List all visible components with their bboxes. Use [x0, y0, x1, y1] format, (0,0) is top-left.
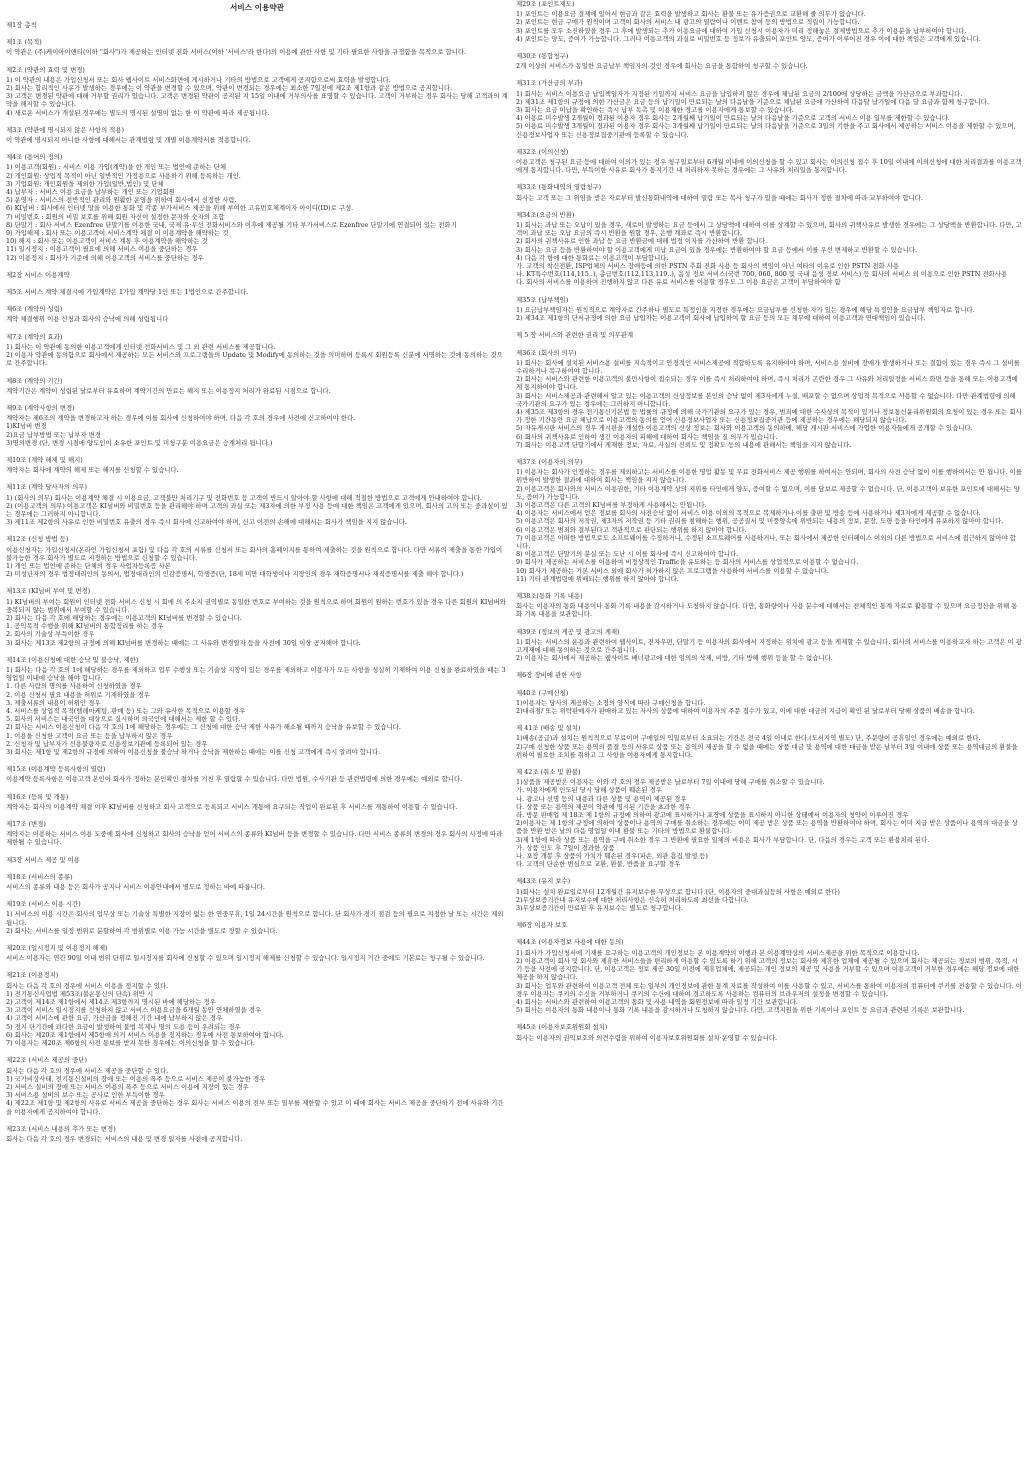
article-paragraph: 2)이용자는 제 1항의 규정에 의하여 상품이나 용역의 구매를 취소하는 경우에는 이미 제공 받은 상품 또는 용역을 반환하여야 하며, 회사는 이미 지급 받은 상품이나 용역의 대금을 상품을 반환 받은 날의 다음 영업일 이내 환불 또는 기타의 방법으로 환불합니다.: [516, 819, 1018, 836]
article-section: [6, 656, 508, 756]
article-section: [516, 921, 1022, 929]
article-heading: 제 5 장 서비스와 관련한 권리 및 의무관계: [516, 331, 634, 340]
article-paragraph: 2)대리점/ 또는 위탁판매자가 판매하고 있는 자사의 상품에 대하여 이용자의 주문 접수가 있고, 이에 대한 대금의 지급이 확인 된 날로부터 당해 상품의 배송을 합니다.: [516, 707, 975, 716]
article-paragraph: 나. 광고나 선명 등의 내용과 다른 상품 및 용역이 제공된 경우: [516, 794, 687, 803]
article-paragraph: 2) 이용고객은 회사와의 서비스 이용권한, 기타 이용계약 상의 지위를 타인에게 양도, 증여할 수 없으며, 이를 담보로 제공할 수 없습니다. 단, 이용고객이 보유한 포인트에 대해서는 양도, 증여가 가능합니다.: [516, 484, 1020, 501]
article-paragraph: 1) (회사의 의무) 회사는 이용계약 체결 시 이용요금, 고객불만 처리기구 및 전화번호 등 고객이 반드시 알아야 할 사항에 대해 적절한 방법으로 고객에게 안내하여야 합니다.: [6, 493, 482, 502]
article-paragraph: 이용신청자는 가입신청서(온라인 가입신청서 포함) 및 다음 각 호의 서류를 신청서 또는 회사의 홈페이지를 통하여 제출하는 것을 원칙으로 합니다. 다만 서류의 제출을 통한 가입이 불가능한 경우 회사가 별도로 지정하는 방법으로 신청할 수 있습니다.: [6, 545, 503, 562]
article-section: [6, 900, 508, 935]
article-section: [516, 671, 1022, 679]
article-section: [516, 938, 1022, 1014]
article-heading: 제15조 (이용계약 등록사항의 열람): [6, 765, 106, 774]
article-paragraph: 11) 기타 관계법령에 위배되는 행위를 하지 않아야 합니다.: [516, 574, 679, 583]
article-heading: 제33조 (통화내역의 열람청구): [516, 183, 602, 192]
article-paragraph: 4. 서비스를 상업적 목적(텔레마케팅, 판매 등) 또는 그와 유사한 목적으로 이용할 경우: [6, 707, 246, 715]
article-section: [516, 211, 1022, 287]
article-section: [516, 52, 1022, 70]
article-section: [6, 793, 508, 811]
article-heading: 제 41조 (배송 및 설치): [516, 724, 581, 733]
article-section: [6, 38, 508, 56]
article-heading: 제8조 (계약의 기간): [6, 376, 63, 385]
article-heading: 제16조 (등록 및 개통): [6, 792, 69, 801]
article-section: [516, 689, 1022, 716]
article-heading: 제5조 서비스 계약 체결시에 가입계약은 1가입 계약당 1인 또는 1법인으로 간주합니다.: [6, 288, 249, 297]
article-section: [6, 377, 508, 395]
article-heading: 제3장 서비스 제공 및 이용: [6, 855, 80, 864]
article-heading: 제14조 (이용신청에 대한 승낙 및 불승낙, 제한): [6, 655, 139, 664]
article-heading: 제32조 (이의신청): [516, 147, 569, 156]
article-paragraph: 회사는 이용자의 권익보호와 의견수렴을 위하여 이용자보호위원회를 설치·운영할 수 있습니다.: [516, 1033, 778, 1042]
article-paragraph: 1) 전기통신사업법 제53조(불온통신의 단속) 위반 시: [6, 989, 154, 998]
article-heading: 제22조 (서비스 제공의 중단): [6, 1056, 87, 1065]
article-heading: 제1조 (목적): [6, 38, 42, 47]
article-paragraph: 1) 요금납부책임자는 원칙적으로 계약자로 간주하나 별도로 특정인을 지정한 경우에는 요금납부를 신청한 자가 있는 경우에 해당 특정인을 요금납부 책임자로 합니다.: [516, 305, 975, 314]
article-paragraph: 3. 제출서류의 내용이 허위인 경우: [6, 698, 101, 707]
article-paragraph: 3)명의변경 (단, 변경 시점에 양도인이 소유한 포인트 및 미청구분 이용요금은 승계처리 됩니다.): [6, 438, 273, 447]
article-paragraph: 이용고객은 청구된 요금 등에 대하여 이의가 있는 경우 청구일로부터 6개월 이내에 이의신청을 할 수 있고 회사는 이의신청 접수 후 10일 이내에 이의신청에 대한 처리결과를 이용고객에게 통지합니다. 다만, 부득이한 사유로 회사가 통지기간 내 처리하지 못하는 경우에는 그 사유와 처리일을 통지합니다.: [516, 158, 1022, 175]
article-section: [516, 331, 1022, 339]
article-paragraph: 다. 상품 또는 용역의 제공이 약관에 명시된 기간을 초과한 경우: [516, 802, 691, 811]
article-paragraph: 6) 회사의 귀책사유로 인하여 생긴 이용자의 피해에 대하여 회사는 책임을 질 의무가 있습니다.: [516, 432, 778, 441]
article-heading: 제6장 이용자 보호: [516, 921, 568, 930]
article-heading: 제10조 (계약 해제 및 해지): [6, 455, 83, 464]
article-heading: 제2조 (약관의 효력 및 변경): [6, 65, 85, 74]
article-paragraph: 다. 회사의 서비스를 이용하여 진행하지 않고 다른 유료 서비스를 이용할 경우도 그 이용 요금은 고객이 부담하여야 함: [516, 278, 841, 287]
article-paragraph: 2) 이용자 약관에 동의함으로 회사에서 제공하는 모든 서비스와 프로그램들의 Update 및 Modify에 동의하는 것을 의미하며 등록시 회원등록 신분에 서명하는 것에 동의하는 것으로 간주합니다.: [6, 351, 503, 368]
article-paragraph: 계약기간은 계약이 성립된 날로부터 유효하며 계약기간의 만료는 해지 또는 이용정지 처리가 완료된 시점으로 합니다.: [6, 386, 331, 395]
article-paragraph: 1) 서비스의 이용 시간은 회사의 업무상 또는 기술상 특별한 지장이 없는 한 연중무휴, 1일 24시간을 원칙으로 합니다. 단 회사가 정기 점검 등의 필요로 지정한 날 또는 시간은 제외됩니다.: [6, 910, 504, 927]
article-paragraph: 2) 미성년자의 경우 법정대리인의 동의서, 법정대리인의 인감증명서, 학생증(단, 18세 미만 대학생이나 지장인의 경우 재학증명서나 재직증명서를 제출 해야 합니다.): [6, 570, 464, 579]
article-paragraph: 2) 제31조 제1항의 규정에 의한 가산금은 요금 등의 납기일이 만료되는 날의 다음날을 기준으로 체납된 요금에 가산하여 다음달 납기일에 다음 달 요금과 함께 청구합니다.: [516, 97, 989, 106]
article-paragraph: 1)KI넘버 변경: [6, 422, 47, 431]
article-paragraph: 가. 상품 인도 후 7일이 경과한 상품: [516, 843, 615, 852]
article-paragraph: 10) 해지 : 회사 또는 이용고객이 서비스 계통 후 이용계약을 해약하는 것: [6, 237, 208, 246]
article-heading: 제38조(통화 기록 내용): [516, 591, 583, 600]
article-paragraph: 5) 운영자 : 서비스의 전반적인 관리와 원활한 운영을 위하여 회사에서 선정한 사람.: [6, 196, 237, 205]
article-section: [6, 944, 508, 962]
article-heading: 제35조 (납부책임): [516, 295, 569, 304]
article-paragraph: 3) 제11조 제2항의 사유로 인한 비밀번호 유출의 경우 즉시 회사에 신고하여야 하며, 신고 이전의 손해에 대해서는 회사가 책임을 지지 않습니다.: [6, 518, 407, 527]
article-heading: 제6장 장비에 관한 사항: [516, 671, 582, 680]
article-paragraph: 2) 회사는 합리적인 사유가 발생하는 경우에는 이 약관을 변경할 수 있으며, 약관이 변경되는 경우에는 최소한 7일전에 제2조 제1항과 같은 방법으로 공지합니다.: [6, 84, 453, 93]
article-paragraph: 3)제 1항에 따라 상품 또는 용역을 구매 취소한 경우 그 반환에 필요한 일체의 비용은 회사가 부담합니다. 단, 다음의 경우는 고객 또는 환불처리 된다.: [516, 835, 930, 844]
article-section: [6, 971, 508, 1047]
article-paragraph: 3) 회사는 제1항 및 제2항의 규정에 의하여 이용신청을 불승낙 하거나 승낙을 제한하는 때에는 이를 신청 고객에게 즉시 알려야 합니다.: [6, 748, 381, 757]
article-heading: 제37조 (이용자의 의무): [516, 457, 583, 466]
article-paragraph: 회사는 이용자의 통화 내용이나 통화 기록 내용을 감시하거나 도청하지 않습니다. 다만, 통화량이나 사용 분수에 대해서는 전체적인 통계 자료로 활용할 수 있으며 요금정산을 위해 통화 기록 내용을 보관합니다.: [516, 602, 1018, 619]
article-paragraph: 3) 회사는 제13조 제2항의 규정에 의해 KI넘버를 변경하는 때에는 그 사유와 변경일자 등을 사전에 30일 이상 공지해야 합니다.: [6, 638, 361, 647]
article-paragraph: 1) 회사는 다음 각 호의 1에 해당하는 경우를 제외하고 업무 수행상 또는 기술상 지장이 있는 경우를 제외하고 이용자가 모든 사항을 성실히 기재하여 이용 신청을 완료하였을 때는 3영업일 이내에 승낙을 해야 합니다.: [6, 665, 506, 683]
article-heading: 제31조 (가산금의 부과): [516, 79, 583, 88]
article-paragraph: 4) 이용자는 서비스에서 얻은 정보를 회사의 사전승낙 없이 서비스 이용 이외의 목적으로 복제하거나 이를 출판 및 방송 등에 사용하거나 제3자에게 제공할 수 없습니다.: [516, 509, 981, 518]
article-paragraph: 8) 이용고객은 단말기의 분실 또는 도난 시 이를 회사에 즉시 신고하여야 합니다.: [516, 550, 739, 559]
article-paragraph: 회사는 다음 각 호의 경우 변경되는 서비스의 내용 및 변경 일자를 사전에 공지합니다.: [6, 1134, 243, 1143]
article-paragraph: 회사는 다음 각 호의 경우에 서비스 제공을 중단할 수 있다.: [6, 1066, 169, 1075]
article-paragraph: 3) 회사는 요금 등을 반환하여야 할 이용고객에게 미납 요금이 있을 경우에는 반환하여야 할 요금 등에서 이를 우선 변제하고 반환할 수 있습니다.: [516, 245, 918, 254]
article-paragraph: 4) 제35조 제3항의 경우 전기통신기본법 등 법률의 규정에 의해 국가기관의 요구가 있는 경우, 범죄에 대한 수사상의 목적이 있거나 정보통신윤리위원회의 요청이 있는 경우 또는 회사가 정한 기간동안 요금 체납으로 이용고객의 동의를 얻어 신용정보사업자 또는 신용정보집중기관 등에 제공하는 경우에는 해당되지 않습니다.: [516, 407, 1022, 425]
article-paragraph: 7) 회사는 이용고객 단말기에서 게재한 정보, 자료, 사실의 신뢰도 및 정확도 등의 내용에 관해서는 책임을 지지 않습니다.: [516, 440, 852, 449]
article-paragraph: 2) (이용고객의 의무) 이용고객은 KI넘버와 비밀번호 등을 관리해야 하며 고객의 과실 또는 제3자에 의한 부정 사용 등에 대한 책임은 고객에게 있으며, 회사의 고의 또는 중과실이 있는 경우에는 그러하지 아니합니다.: [6, 501, 508, 518]
article-section: [6, 66, 508, 117]
article-section: [6, 305, 508, 323]
article-section: [516, 349, 1022, 449]
article-paragraph: 2) 제34조 제1항의 단서규정에 의한 요금 납입자는 이용고객이 회사에 납입하여 할 요금 등의 모든 채무에 대하여 이용고객과 연대책임이 있습니다.: [516, 314, 926, 323]
article-heading: 제40조 (구매신청): [516, 688, 569, 697]
article-paragraph: 3) 서비스용 설비의 보수 또는 공사로 인한 부득이한 경우: [6, 1091, 165, 1100]
article-paragraph: 10) 회사가 제공하는 기본 서비스 외에 회사가 허가하지 않은 프로그램을 사용하여 서비스를 이용할 수 없습니다.: [516, 566, 829, 575]
article-paragraph: 2) 포인트는 현금 구매가 원칙이며 고객이 회사의 서비스 내 광고의 열람이나 이벤트 참여 등의 방법으로 적립이 가능합니다.: [516, 18, 860, 27]
article-heading: 제13조 (KI넘버 부여 및 변경): [6, 587, 91, 596]
article-paragraph: 3) 고객이 서비스 일시정지를 신청하지 않고 서비스 이용요금을 6개월 동안 연체하였을 경우: [6, 1006, 262, 1015]
article-paragraph: 1. 다른 사람의 명의를 사용하여 신청하였을 경우: [6, 682, 142, 691]
article-paragraph: 2) 이용자는 회사에서 제공하는 웹사이트 배너광고에 대한 임의의 삭제, 비방, 기타 방해 행위 등을 할 수 없습니다.: [516, 654, 833, 663]
article-paragraph: 이 약관은 (주)케이아이앤티(이하 "회사")가 제공하는 인터넷 전화 서비스(이하 '서비스'라 한다)의 이용에 관한 사항 및 기타 필요한 사항을 규정함을 목적으로 합니다.: [6, 48, 467, 57]
article-paragraph: 2. 회사의 기술상 부득이한 경우: [6, 630, 95, 639]
article-paragraph: 계약자는 회사의 이용계약 체결 이후 KI넘버를 신청하고 회사 고객으로 등록되고 서비스 개통에 요구되는 작업이 완료된 후 서비스를 개통하여 이용할 수 있습니다.: [6, 802, 458, 811]
article-paragraph: 1) 회사는 과납 또는 오납이 있을 경우, 새로이 발생하는 요금 등에서 그 상당액에 대하여 이를 상계할 수 있으며, 회사의 귀책사유로 발생한 경우에는 그 상당액을 반환합니다. 다만, 고객이 과납 또는 오납 요금의 즉시 반환을 원할 경우, 은행 계좌로 즉시 반환합니다.: [516, 221, 1022, 238]
article-paragraph: 1) 회사는 이 약관에 동의한 이용고객에게 인터넷 전화서비스 및 그 외 관련 서비스를 제공합니다.: [6, 342, 276, 351]
article-paragraph: 회사는 다음 각 호의 경우에 서비스 이용을 정지할 수 있다.: [6, 981, 169, 990]
article-heading: 제29조 (포인트제도): [516, 0, 575, 8]
article-heading: 제12조 (신청 방법 등): [6, 535, 69, 544]
article-section: [6, 21, 508, 29]
article-paragraph: 1. 이용을 신청한 고객이 요금 또는 등을 납부하지 않은 경우: [6, 731, 173, 740]
article-paragraph: 3) 회사는 요금 미납을 확인하는 즉시 납부 독촉 및 이용제한 경고를 이용자에게 통보할 수 있습니다.: [516, 106, 794, 115]
article-paragraph: 1) 회사는 회사에 설치된 서비스용 설비를 지속적이고 안정적인 서비스제공에 적합하도록 유지하여야 하며, 서비스용 설비에 장애가 발생하거나 또는 결함이 있는 경우 즉시 그 설비를 수리하거나 복구하여야 합니다.: [516, 358, 1020, 375]
article-section: [516, 296, 1022, 323]
article-paragraph: 서비스 이용자는 연간 90일 이내 범위 단위로 일시정지를 회사에 신청할 수 있으며 일시정지 해제를 신청할 수 있습니다. 일시정지 기간 중에도 기본료는 청구될 수 있습니다.: [6, 954, 485, 963]
article-paragraph: 1. 공익목적 수행을 위해 KI넘버의 통합정리를 하는 경우: [6, 622, 164, 631]
left-column: [6, 0, 508, 1479]
article-paragraph: 6) 이용고객은 범죄와 결부된다고 객관적으로 판단되는 행위를 하지 않아야 합니다.: [516, 525, 747, 534]
article-section: [6, 765, 508, 783]
article-paragraph: 4) 다음 각 항에 대한 통화료는 이용고객이 부담합니다.: [516, 253, 669, 262]
article-section: [6, 535, 508, 578]
article-paragraph: 2) 서비스 설비의 장애 또는 서비스 이용의 폭주 등으로 서비스 이용에 지장이 있는 경우: [6, 1082, 249, 1091]
article-paragraph: 계약자는 제6조의 계약을 변경하고자 하는 경우에 이를 회사에 신청하여야 하며, 다음 각 호의 경우에 사전에 신고하여야 한다.: [6, 414, 356, 423]
article-section: [6, 456, 508, 474]
article-paragraph: 4) 납부자 : 서비스 이용 요금을 납부하는 개인 또는 기업회원: [6, 188, 175, 197]
article-paragraph: 2) 회사는 다음 각 호에 해당하는 경우에는 이용고객의 KI넘버를 변경할 수 있습니다.: [6, 613, 242, 622]
article-section: [6, 587, 508, 646]
article-paragraph: 7) 비밀번호 : 회원의 비밀 보호를 위해 회원 자신이 설정한 문자와 숫자의 조합: [6, 212, 225, 221]
right-column: [516, 0, 1022, 1479]
article-heading: 제39조 (정보의 게공 및 광고의 게재): [516, 627, 620, 636]
article-paragraph: 2) 이용고객이 회사 및 회사와 제휴한 서비스들을 편리하게 이용할 수 있도록 하기 위해 고객의 정보는 회사와 제휴한 업체에 제공될 수 있으며 회사는 제공되는 정보의 범위, 목적, 시기 등을 사전에 공지합니다. 단, 이용고객은 정보 제공 30일 이전에 제휴업체에, 제공되는 개인 정보의 제공 및 사용을 거부할 수 있으며 이용고객이 거부한 경우에는 해당 정보에 대한 제공을 하지 않습니다.: [516, 956, 1020, 982]
article-paragraph: 1) 이용고객(회원) : 서비스 이용 가입(계약)을 한 개인 또는 법인에 준하는 단체: [6, 163, 227, 172]
article-paragraph: 3) 회사는 업무와 관련하여 이용고객 전체 또는 일부의 개인정보에 관한 통계 자료를 작성하여 이를 사용할 수 있고, 서비스를 통하여 이용자의 컴퓨터에 쿠키를 전송할 수 있습니다. 이 경우 이용자는 쿠키의 수신을 거부하거나 쿠키의 수신에 대하여 경고하도록 사용하는 컴퓨터의 브라우저의 설정을 변경할 수 있습니다.: [516, 981, 1022, 998]
article-heading: 제20조 (일시정지 및 이용정지 해제): [6, 944, 108, 953]
article-paragraph: 5) 자유게시판 서비스의 경우 게시판을 개설한 이용고객의 신상 정보는 회사와 이용고객의 동의하에, 해당 게시판 서비스에 가입한 이용자들에게 공개할 수 있습니다.: [516, 424, 973, 433]
article-heading: 제4조 (용어의 정의): [6, 153, 63, 162]
article-paragraph: 2) 회사는 서비스 이용신청이 다음 각 호의 1에 해당하는 경우에는 그 신청에 대한 승낙 제한 사유가 해소될 때까지 승낙을 유보할 수 있습니다.: [6, 723, 401, 732]
article-heading: 제45조 (이용자보호위원회 설치): [516, 1023, 608, 1032]
article-paragraph: 3) 기업회원: 개인회원을 제외한 가입(일반,법인) 및 단체: [6, 179, 164, 188]
article-paragraph: 5) 회사는 이용자의 통화 내용이나 통화 기록 내용을 감시하거나 도청하지 않습니다. 다만, 고객지원을 위한 기록이나 포인트 등 요금과 관련된 기록은 보관합니다.: [516, 1006, 965, 1015]
article-paragraph: 회사는 고객 또는 그 위임을 받은 자로부터 발신통화내역에 대하여 열람 또는 복사 청구가 있을 때에는 회사가 정한 절차에 따라 교부하여야 합니다.: [516, 193, 923, 202]
article-section: [516, 628, 1022, 663]
article-section: [6, 483, 508, 526]
article-section: [6, 856, 508, 864]
article-paragraph: 6) 회사는 제20조 제1항에서 제5항에 의거 서비스 이용을 정지하는 경우에 사전 통보하여야 합니다.: [6, 1030, 284, 1039]
article-paragraph: 4) 이용료 미수발생 2개월이 경과된 이용자 경우 회사는 2개월째 납기일이 만료되는 날의 다음날을 기준으로 고객의 서비스 이용 일부를 제한할 수 있습니다.: [516, 114, 950, 123]
article-paragraph: 가. 이용자에게 인도된 당시 당해 상품이 훼손된 경우: [516, 786, 662, 795]
article-paragraph: 11) 일시정지 : 이용고객이 필요에 의해 서비스 이용을 중단하는 경우: [6, 245, 198, 254]
article-paragraph: 1)상품을 제공받은 이용자는 이와 각 호의 경우 제공받은 날로부터 7일 이내에 당해 구매를 취소할 수 있습니다.: [516, 778, 825, 787]
article-section: [6, 820, 508, 847]
article-section: [516, 724, 1022, 759]
article-paragraph: 3) 회사는 서비스제공과 관련해서 알고 있는 이용고객의 신상정보를 본인의 승낙 없이 제3자에게 누설, 배포할 수 없으며 상업적 목적으로 사용할 수 없습니다. 다만 관계법령에 의해 국가기관의 요구가 있는 경우에는 그러하지 아니합니다.: [516, 391, 1016, 408]
article-heading: 제19조 (서비스 이용 시간): [6, 900, 81, 909]
article-paragraph: 12) 이용정지 : 회사가 기준에 의해 이용고객의 서비스를 중단하는 경우: [6, 253, 204, 262]
article-paragraph: 2. 이용 신청서 필요 내용을 허위로 기재하였을 경우: [6, 690, 150, 699]
article-paragraph: 이용계약 등록사항은 이용고객 본인이 회사가 정하는 본인확인 절차를 거친 후 열람할 수 있습니다. 다만 법원, 수사기관 등 관련법령에 의한 경우에는 예외로 합니다.: [6, 775, 463, 784]
article-paragraph: 2개 이상의 서비스가 동일한 요금납부 책임자의 것인 경우에 회사는 요금을 통합하여 청구할 수 있습니다.: [516, 62, 808, 71]
article-section: [6, 1125, 508, 1143]
article-heading: 제7조 (계약의 효과): [6, 332, 63, 341]
article-section: [6, 404, 508, 447]
article-paragraph: 나. KT특수번호(114,115..), 총급번호(112,113,119..), 음성 정보 서비스(국번 700, 060, 800 및 국내 음성 정보 서비스) 등 회사의 서비스 외 이용으로 인한 PSTN 전화사용: [516, 270, 1008, 279]
article-paragraph: 1)회사는 설치 완료일로부터 12개월간 유지보수를 무상으로 합니다.(단, 이용자의 중대과실등의 사항은 예외로 한다): [516, 887, 840, 896]
article-paragraph: 6) KI넘버 : 회사에서 인터넷 망을 이용한 통화 및 각종 부가서비스 제공을 위해 부여한 고유번호체계이자 아이디(ID)로 구성.: [6, 204, 354, 213]
article-paragraph: 5) 이용료 미수발생 3개월이 경과된 이용자 경우 회사는 3개월째 납기일이 만료되는 날의 다음날을 기준으로 3일의 기한을 주고 회사에서 제공하는 서비스 이용을 제한할 수 있으며, 신용정보사업자 또는 신용정보집중기관에 등록할 수 있습니다.: [516, 122, 1016, 139]
article-section: [516, 0, 1022, 43]
article-heading: 제2장 서비스 이용계약: [6, 270, 70, 279]
article-section: [6, 1056, 508, 1115]
article-paragraph: 1) 개인 또는 법인에 준하는 단체의 경우 사업자등록증 사본: [6, 561, 171, 570]
article-paragraph: 7) 이용고객은 어떠한 방법으로도 소프트웨어를 수정하거나, 수정된 소프트웨어를 사용하거나, 또는 회사에서 제공한 인터페이스 이외의 다른 방법으로 서비스에 접근하지 않아야 합니다.: [516, 533, 1016, 550]
article-paragraph: 2) 고객이 제14조 제1항에서 제14조 제3항까지 명시된 바에 해당하는 경우: [6, 998, 216, 1007]
article-paragraph: 4) 고객이 서비스에 관한 요금, 가산금을 정해진 기간 내에 납부하지 않은 경우: [6, 1014, 223, 1023]
article-paragraph: 1)배송(공급)과 설치는 원칙적으로 무료이며 구매일의 익일로부터 소요되는 기간은 전국 4일 이내로 한다.(도서지역 별도) 단, 주문량이 공휴일인 경우에는 예외로 한다.: [516, 734, 981, 743]
article-section: [516, 148, 1022, 175]
article-paragraph: 2. 신청자 및 납부자가 신용불량자로 신용정보기관에 등록되어 있는 경우: [6, 739, 208, 748]
article-heading: 제6조 (계약의 성립): [6, 305, 63, 314]
article-heading: 제11조 (계약 당사자의 의무): [6, 483, 87, 492]
article-heading: 제9조 (계약사항의 변경): [6, 403, 75, 412]
article-paragraph: 7) 이용자는 제20조 제6항의 사전 통보를 받지 못한 경우에는 이의신청을 할 수 있습니다.: [6, 1039, 255, 1048]
article-heading: 제1장 총칙: [6, 21, 37, 29]
article-paragraph: 9) 회사가 제공하는 서비스를 이용하여 비정상적인 Traffic을 유도하는 등 회사의 서비스를 상업적으로 이용할 수 없습니다.: [516, 558, 859, 567]
article-paragraph: 1) 회사는 서비스 이용요금 납입책임자가 지정된 기일까지 서비스 요금을 납입하지 않은 경우에 체납된 요금의 2/100에 상당하는 금액을 가산금으로 부과합니다.: [516, 89, 963, 98]
article-paragraph: 5. 회사의 서비스는 내국인을 대상으로 실시하며 외국인에 대해서는 제한 할 수 있다.: [6, 715, 241, 724]
article-paragraph: 3) 이용고객은 다른 고객의 KI넘버를 부정하게 사용해서는 안됩니다.: [516, 500, 707, 509]
article-paragraph: 이 약관에 명시되지 아니한 사항에 대해서는 관계법령 및 개별 이용계약서를 적용합니다.: [6, 136, 251, 145]
article-heading: 제36조 (회사의 의무): [516, 348, 577, 357]
article-section: [6, 153, 508, 262]
article-heading: 제43조 (유지 보수): [516, 877, 571, 886]
article-paragraph: 1) 이용자는 회사가 인정하는 경우를 제외하고는 서비스를 이용한 영업 활동 및 무료 전화서비스 제공 행위를 하여서는 안되며, 회사의 사전 승낙 없이 이를 행하여서는 안 됩니다. 이를 위반하여 발생한 결과에 대하여 회사는 책임을 지지 않습니다.: [516, 468, 1022, 485]
article-paragraph: 4) 회사는 서비스와 관련하여 이용고객의 통화 및 사용 내역을 회원정보에 따라 일정 기간 보관합니다.: [516, 997, 798, 1006]
article-paragraph: 2)요금 납부방법 또는 납부자 변경: [6, 430, 101, 439]
article-paragraph: 4) 포인트는 양도, 증여가 가능합니다. 그러나 이용고객의 과실로 비밀번호 등 정보가 유출되어 포인트 양도, 증여가 이루어진 경우 이에 대한 책임은 고객에게 있습니다.: [516, 34, 981, 43]
article-section: [516, 768, 1022, 868]
article-paragraph: 4) 새로운 서비스가 개설된 경우에는 별도의 명시된 설명이 없는 한 이 약관에 따라 제공됩니다.: [6, 108, 270, 117]
article-paragraph: 3) 고객은 변경된 약관에 대해 거부할 권리가 있습니다. 고객은 변경된 약관이 공지된 지 15일 이내에 거부의사를 표명할 수 있습니다. 고객이 거부하는 경우 회사는 당해 고객과의 계약을 해지할 수 있습니다.: [6, 92, 508, 109]
article-section: [6, 271, 508, 279]
article-paragraph: 3)무상보증기간이 만료된 후 유지보수는 별도로 청구합니다.: [516, 904, 683, 913]
article-paragraph: 8) 단말기 : 회사 서비스 Ezenfree 단말기를 이용한 국내, 국제 유·무선 전화서비스와 이후에 제공될 기타 부가서비스로 Ezenfree 단말기에 연결되어 있는 전화기: [6, 220, 457, 229]
article-paragraph: 3) 포인트를 모두 소진하였을 경우 그 후에 발생되는 추가 이용요금에 대하여 가입 신청시 이용자가 미리 정해놓은 결제방법으로 추가 이용분을 납부하여야 합니다.: [516, 26, 967, 35]
article-section: [6, 288, 508, 296]
article-heading: 제30조 (통합청구): [516, 52, 569, 61]
article-paragraph: 2) 회사는 서비스를 일정 범위로 분할하여 각 범위별로 이용 가능 시간을 별도로 정할 수 있습니다.: [6, 926, 278, 935]
article-heading: 제18조 (서비스의 종류): [6, 872, 73, 881]
article-paragraph: 5) 이용고객은 회사의 저작권, 제3자의 저작권 등 기타 권리를 침해하는 행위, 공공질서 및 미풍양속에 위반되는 내용의 정보, 문장, 도형 등을 타인에게 유포하지 않아야 합니다.: [516, 517, 1004, 526]
article-section: [6, 333, 508, 368]
article-section: [6, 126, 508, 144]
article-paragraph: 9) 가입해제 : 회사 또는 이용고객이 서비스계약 체결 이 이용계약을 해약하는 것: [6, 229, 229, 238]
article-paragraph: 1) KI넘버의 부여는 회원이 인터넷 전화 서비스 신청 시 회에 의 주소지 권역별로 동일한 번호로 부여하는 것을 원칙으로 하며 회원이 원하는 번호가 있을 경우 다른 회원의 KI넘버와 중복되지 않는 범위에서 부여할 수 있습니다.: [6, 597, 506, 614]
article-heading: 제34조(요금의 반환): [516, 210, 575, 219]
article-paragraph: 1) 회사는 서비스의 운용과 관련하여 웹사이트, 전자우편, 단말기 등 이용자의 회사에서 지정하는 위치에 광고 등을 게재할 수 있습니다. 회사의 서비스를 이용하고자 하는 고객은 이 광고게재에 대해 동의하는 것으로 간주됩니다.: [516, 637, 1022, 654]
article-section: [516, 458, 1022, 583]
article-section: [516, 1023, 1022, 1041]
article-heading: 제21조 (이용정지): [6, 971, 59, 980]
article-paragraph: 나. 포장 개봉 후 상품의 가치가 훼손된 경우(파손, 외관 흠집 발생 등): [516, 852, 708, 861]
article-paragraph: 1) 회사가 가입신청서에 기재를 요구하는 이용고객의 개인정보는 본 이용계약의 이행과 본 이용계약상의 서비스제공을 위한 목적으로 이용합니다.: [516, 948, 920, 957]
article-heading: 제3조 (약관에 명시되지 않은 사항의 적용): [6, 125, 124, 134]
article-paragraph: 계약자는 이용하는 서비스 이용 도중에 회사에 신청하고 회사의 승낙을 얻어 서비스의 종류와 KI넘버 등을 변경할 수 있습니다. 다만 서비스 종류의 변경의 경우 회사의 사정에 따라 제한될 수 있습니다.: [6, 830, 503, 847]
article-paragraph: 서비스의 종류와 내용 등은 회사가 공지나 서비스 이용안내에서 별도로 정하는 바에 따릅니다.: [6, 883, 265, 892]
article-section: [516, 183, 1022, 201]
article-paragraph: 다. 고객의 단순한 변심으로 교환, 환불, 반품을 요구할 경우: [516, 860, 681, 869]
article-paragraph: 2) 회사의 귀책사유로 인한 과납 등 요금 반환금에 대해 법정 이자를 가산하여 반환 합니다.: [516, 237, 768, 246]
article-paragraph: 5) 정지 단기간에 과다한 요금이 발생하여 불법 복제나 명의 도용 등이 우려되는 경우: [6, 1022, 241, 1031]
article-paragraph: 4) 제22조 제1항 및 제2항의 사유로 서비스 제공을 중단하는 경우 회사는 서비스 이용의 전부 또는 일부를 제한할 수 있고 이 때에 회사는 서비스 제공을 중단하기 전에 사유와 기간을 이용자에게 공지하여야 합니다.: [6, 1099, 504, 1116]
article-paragraph: 2) 회사는 서비스와 관련한 이용고객의 불만사항이 접수되는 경우 이를 즉시 처리하여야 하며, 즉시 처리가 곤란한 경우 그 사유와 처리일정을 서비스 화면 등을 통해 또는 이용고객에게 통지하여야 합니다.: [516, 375, 1018, 392]
article-paragraph: 1) 국가비상사태, 전기통신설비의 장애 또는 이용의 폭주 등으로 서비스 제공이 불가능한 경우: [6, 1074, 266, 1083]
article-heading: 제23조 (서비스 내용의 추가 또는 변경): [6, 1124, 116, 1133]
article-paragraph: 1) 포인트는 이용요금 결제에 있어서 현금과 같은 효력을 발생하고 회사는 환불 또는 유가증권으로 교환해 줄 의무가 없습니다.: [516, 10, 866, 19]
article-paragraph: 2)구매 신청한 상품 또는 용역의 품절 등의 사유로 상품 또는 용역의 제공을 할 수 없을 때에는 상품 대금 및 용역에 대한 대금을 받은 날부터 3일 이내에 상품 또는 용역대금의 환불을 위하여 필요한 조치를 취하고 그 사항을 이용자에게 통지합니다.: [516, 742, 1018, 759]
article-paragraph: 2)무상보증기간내 유지보수에 대한 처리사항은 신속히 처리하도록 최선을 다합니다.: [516, 895, 749, 904]
article-paragraph: 계약자는 회사에 계약의 해제 또는 해지를 신청할 수 있습니다.: [6, 466, 179, 475]
article-paragraph: 가. 고객의 착신전환, ISP업체의 서비스 장애등에 의한 PSTN 추회 전화 사용 등 회사의 책임이 아닌 여타의 이유로 인한 PSTN 전화 사용: [516, 262, 900, 271]
article-heading: 제17조 (변경): [6, 820, 46, 829]
article-paragraph: 2) 개인회원: 상업적 목적이 아닌 일반적인 가정용으로 사용하기 위해 등록하는 개인.: [6, 171, 241, 180]
article-section: [516, 877, 1022, 912]
article-heading: 제44조 (이용자정보 사용에 대한 동의): [516, 938, 624, 947]
article-paragraph: 계약 체결행위 이용 신청과 회사의 승낙에 의해 성립됩니다: [6, 315, 169, 324]
article-section: [516, 592, 1022, 619]
article-paragraph: 1) 이 약관의 내용은 가입신청서 또는 회사 웹사이트 서비스화면에 게시하거나 기타의 방법으로 고객에게 공지함으로써 효력을 발생합니다.: [6, 75, 391, 84]
article-paragraph: 라. 방문 판매업 제 18조 제 1항의 규정에 의하여 광고에 표시하거나 포장에 상품을 표시하지 아니한 상태에서 이용자의 청약이 이루어진 경우: [516, 811, 909, 820]
article-section: [516, 79, 1022, 138]
article-heading: 제 42조 (취소 및 환불): [516, 768, 581, 777]
article-section: [6, 873, 508, 891]
document-title: 서비스 이용약관: [230, 3, 284, 12]
article-paragraph: 1)이용자는 당사의 게공하는 소정의 양식에 따라 구매신청을 합니다.: [516, 698, 706, 707]
